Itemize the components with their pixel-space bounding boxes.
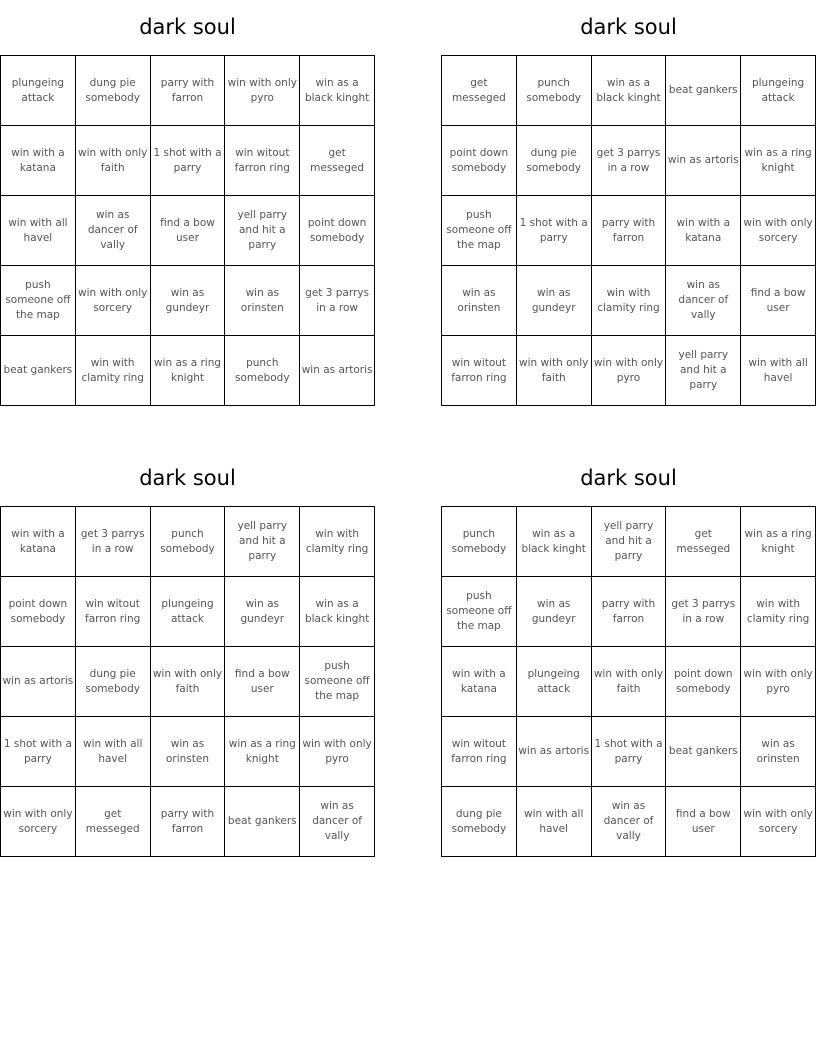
bingo-cell: point down somebody bbox=[666, 647, 741, 717]
bingo-cell: dung pie somebody bbox=[76, 647, 151, 717]
card-title: dark soul bbox=[139, 466, 236, 490]
bingo-cell: win witout farron ring bbox=[76, 577, 151, 647]
bingo-cell: win as orinsten bbox=[442, 266, 517, 336]
bingo-cell: win with only sorcery bbox=[76, 266, 151, 336]
bingo-cell: dung pie somebody bbox=[517, 126, 592, 196]
bingo-cell: win witout farron ring bbox=[442, 336, 517, 406]
bingo-cell: 1 shot with a parry bbox=[517, 196, 592, 266]
bingo-cell: get 3 parrys in a row bbox=[666, 577, 741, 647]
bingo-cell: win with only sorcery bbox=[741, 196, 816, 266]
bingo-cell: parry with farron bbox=[592, 577, 667, 647]
bingo-cell: find a bow user bbox=[151, 196, 226, 266]
bingo-cell: win as orinsten bbox=[225, 266, 300, 336]
bingo-cell: win with only sorcery bbox=[1, 787, 76, 857]
bingo-cell: push someone off the map bbox=[300, 647, 375, 717]
bingo-cell: beat gankers bbox=[666, 56, 741, 126]
bingo-cell: win with only faith bbox=[151, 647, 226, 717]
bingo-cell: win with clamity ring bbox=[741, 577, 816, 647]
bingo-cell: win as gundeyr bbox=[151, 266, 226, 336]
bingo-cell: win witout farron ring bbox=[225, 126, 300, 196]
bingo-cell: win as artoris bbox=[300, 336, 375, 406]
bingo-cell: 1 shot with a parry bbox=[1, 717, 76, 787]
bingo-cell: win with a katana bbox=[442, 647, 517, 717]
bingo-cell: parry with farron bbox=[151, 56, 226, 126]
bingo-cell: get messeged bbox=[666, 507, 741, 577]
bingo-cell: win with only pyro bbox=[225, 56, 300, 126]
bingo-grid bbox=[0, 55, 375, 406]
bingo-cell: parry with farron bbox=[151, 787, 226, 857]
bingo-cell: push someone off the map bbox=[1, 266, 76, 336]
bingo-cell: plungeing attack bbox=[741, 56, 816, 126]
bingo-grid bbox=[0, 506, 375, 857]
bingo-cell: win as dancer of vally bbox=[76, 196, 151, 266]
bingo-cell: get messeged bbox=[442, 56, 517, 126]
bingo-cell: win with only pyro bbox=[592, 336, 667, 406]
card-title: dark soul bbox=[580, 466, 677, 490]
bingo-cell: win with all havel bbox=[741, 336, 816, 406]
bingo-cell: get messeged bbox=[300, 126, 375, 196]
card-title: dark soul bbox=[139, 15, 236, 39]
bingo-cell: win with only pyro bbox=[741, 647, 816, 717]
bingo-cell: dung pie somebody bbox=[442, 787, 517, 857]
bingo-cell: win as a black kinght bbox=[300, 577, 375, 647]
bingo-cell: win with clamity ring bbox=[76, 336, 151, 406]
bingo-cell: find a bow user bbox=[741, 266, 816, 336]
bingo-cell: win as artoris bbox=[666, 126, 741, 196]
bingo-cell: parry with farron bbox=[592, 196, 667, 266]
bingo-cell: dung pie somebody bbox=[76, 56, 151, 126]
bingo-cell: find a bow user bbox=[225, 647, 300, 717]
bingo-cell: beat gankers bbox=[1, 336, 76, 406]
bingo-cell: beat gankers bbox=[225, 787, 300, 857]
bingo-cell: win as orinsten bbox=[151, 717, 226, 787]
bingo-cell: plungeing attack bbox=[1, 56, 76, 126]
bingo-cell: win with only faith bbox=[592, 647, 667, 717]
bingo-cell: win with all havel bbox=[1, 196, 76, 266]
bingo-cell: win with a katana bbox=[666, 196, 741, 266]
bingo-cell: win as artoris bbox=[517, 717, 592, 787]
bingo-cell: punch somebody bbox=[517, 56, 592, 126]
bingo-cell: win witout farron ring bbox=[442, 717, 517, 787]
bingo-cell: win as a ring knight bbox=[741, 507, 816, 577]
bingo-cell: win as dancer of vally bbox=[592, 787, 667, 857]
bingo-cell: win as a ring knight bbox=[741, 126, 816, 196]
bingo-cell: win as artoris bbox=[1, 647, 76, 717]
bingo-cell: win as a ring knight bbox=[151, 336, 226, 406]
bingo-cell: win as dancer of vally bbox=[300, 787, 375, 857]
bingo-cell: win as gundeyr bbox=[225, 577, 300, 647]
bingo-cell: get 3 parrys in a row bbox=[76, 507, 151, 577]
bingo-grid bbox=[441, 55, 816, 406]
bingo-cell: win with only sorcery bbox=[741, 787, 816, 857]
bingo-cell: point down somebody bbox=[300, 196, 375, 266]
bingo-cell: win with a katana bbox=[1, 126, 76, 196]
bingo-cell: yell parry and hit a parry bbox=[592, 507, 667, 577]
bingo-cell: point down somebody bbox=[442, 126, 517, 196]
bingo-cell: point down somebody bbox=[1, 577, 76, 647]
bingo-cell: get 3 parrys in a row bbox=[300, 266, 375, 336]
bingo-cell: yell parry and hit a parry bbox=[666, 336, 741, 406]
bingo-cell: 1 shot with a parry bbox=[151, 126, 226, 196]
bingo-cell: push someone off the map bbox=[442, 196, 517, 266]
bingo-cell: win with a katana bbox=[1, 507, 76, 577]
bingo-cell: plungeing attack bbox=[151, 577, 226, 647]
bingo-cell: win as gundeyr bbox=[517, 577, 592, 647]
bingo-cell: plungeing attack bbox=[517, 647, 592, 717]
bingo-cell: punch somebody bbox=[225, 336, 300, 406]
bingo-cell: win as a black kinght bbox=[592, 56, 667, 126]
bingo-cell: beat gankers bbox=[666, 717, 741, 787]
bingo-cell: win as orinsten bbox=[741, 717, 816, 787]
bingo-cell: win as dancer of vally bbox=[666, 266, 741, 336]
bingo-cell: punch somebody bbox=[151, 507, 226, 577]
bingo-cell: win with only faith bbox=[517, 336, 592, 406]
bingo-cell: punch somebody bbox=[442, 507, 517, 577]
bingo-cell: win as a black kinght bbox=[300, 56, 375, 126]
bingo-cell: win as a black kinght bbox=[517, 507, 592, 577]
bingo-cell: yell parry and hit a parry bbox=[225, 196, 300, 266]
bingo-cell: win with clamity ring bbox=[300, 507, 375, 577]
bingo-grid bbox=[441, 506, 816, 857]
bingo-cell: win with clamity ring bbox=[592, 266, 667, 336]
bingo-cell: win as a ring knight bbox=[225, 717, 300, 787]
bingo-cell: get messeged bbox=[76, 787, 151, 857]
bingo-cell: win with only faith bbox=[76, 126, 151, 196]
bingo-cell: find a bow user bbox=[666, 787, 741, 857]
bingo-cell: 1 shot with a parry bbox=[592, 717, 667, 787]
bingo-cell: push someone off the map bbox=[442, 577, 517, 647]
bingo-cell: win with all havel bbox=[517, 787, 592, 857]
bingo-cell: win as gundeyr bbox=[517, 266, 592, 336]
bingo-cell: get 3 parrys in a row bbox=[592, 126, 667, 196]
card-title: dark soul bbox=[580, 15, 677, 39]
bingo-cell: win with only pyro bbox=[300, 717, 375, 787]
bingo-cell: yell parry and hit a parry bbox=[225, 507, 300, 577]
bingo-cell: win with all havel bbox=[76, 717, 151, 787]
